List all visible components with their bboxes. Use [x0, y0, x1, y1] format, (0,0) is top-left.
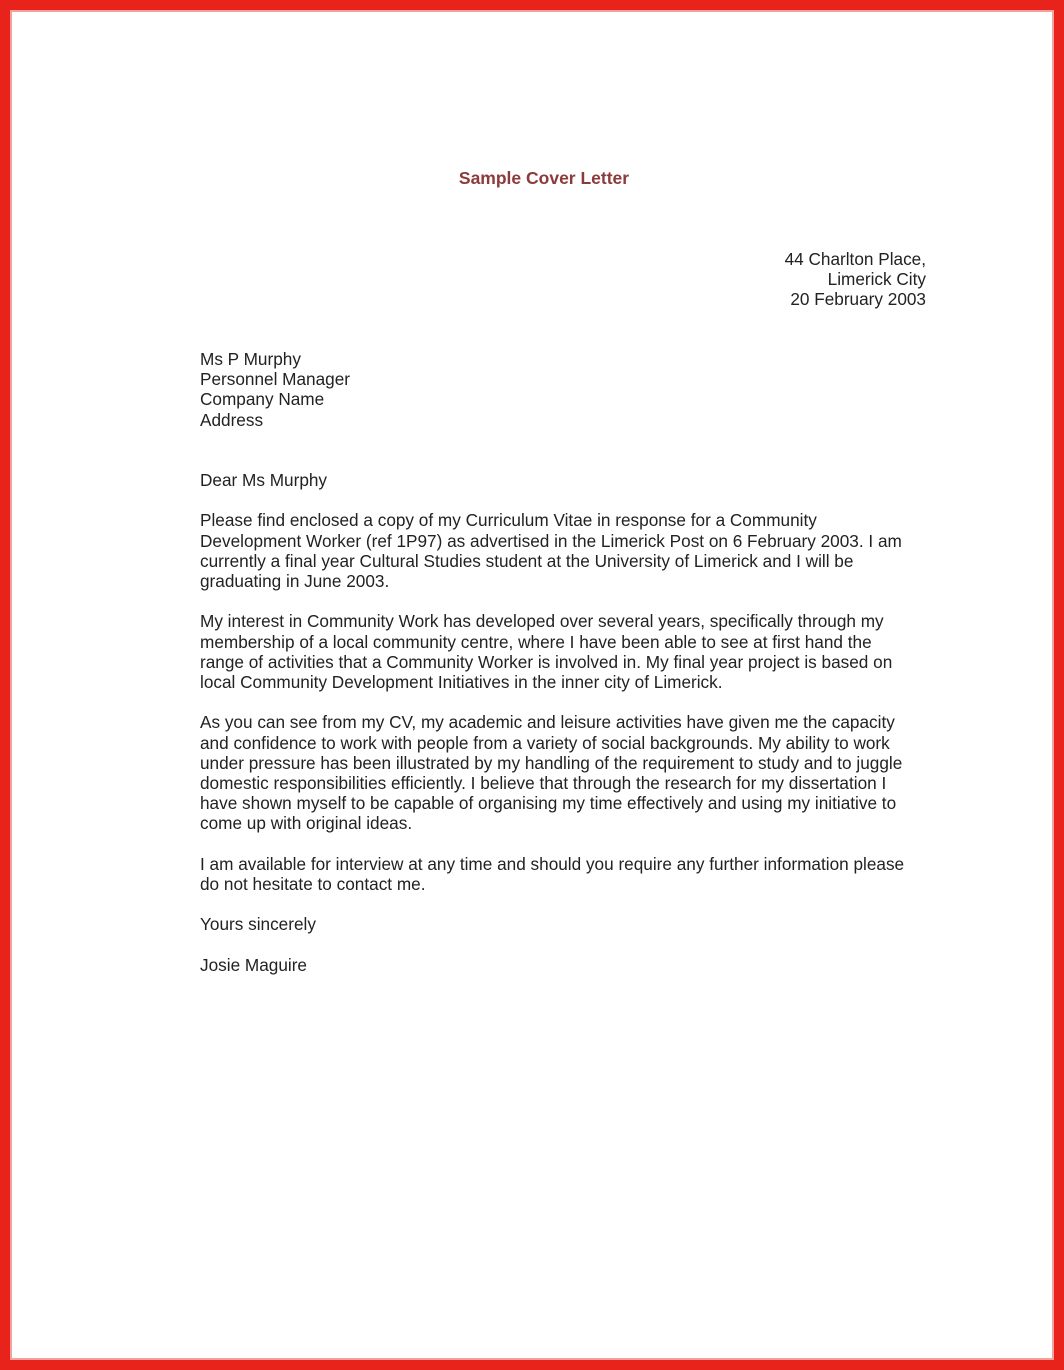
- recipient-title: Personnel Manager: [200, 369, 351, 390]
- body-paragraph: Please find enclosed a copy of my Curriculum Vitae in response for a Community Development Worker (ref 1P97) as advertised in the Limerick Post on 6 February 2003. I am currently a final year Cultural Studies student at the University of Limerick and I will be graduating in June 2003.: [200, 510, 902, 591]
- letter-title: Sample Cover Letter: [458, 168, 630, 188]
- body-paragraph: My interest in Community Work has developed over several years, specifically through my membership of a local community centre, where I have been able to see at first hand the range of activities that a Community Worker is involved in. My final year project is based on local Community Development Initiatives in the inner city of Limerick.: [200, 611, 893, 692]
- recipient-name: Ms P Murphy: [200, 349, 301, 369]
- letter-page: [12, 12, 1052, 1358]
- letter-body: [200, 470, 940, 995]
- body-paragraph: I am available for interview at any time and should you require any further information please do not hesitate to contact me.: [200, 853, 905, 894]
- closing: Yours sincerely: [200, 914, 316, 935]
- sender-address-line: Limerick City: [827, 269, 926, 290]
- sender-address-line: 44 Charlton Place,: [784, 249, 926, 269]
- sender-address: [785, 249, 926, 310]
- recipient-address: [200, 349, 350, 430]
- recipient-company: Company Name: [200, 389, 325, 410]
- recipient-address-line: Address: [200, 409, 264, 430]
- salutation: Dear Ms Murphy: [200, 470, 328, 490]
- signature-name: Josie Maguire: [200, 954, 307, 975]
- body-paragraph: As you can see from my CV, my academic and leisure activities have given me the capacity and confidence to work with people from a variety of social backgrounds. My ability to work under pressure has been illustrated by my handling of the requirement to study and to juggle domestic responsibilities efficiently. I believe that through the research for my dissertation I have shown myself to be capable of organising my time effectively and using my initiative to come up with original ideas.: [200, 712, 903, 834]
- letter-date: 20 February 2003: [790, 289, 926, 310]
- page-frame: [10, 10, 1054, 1360]
